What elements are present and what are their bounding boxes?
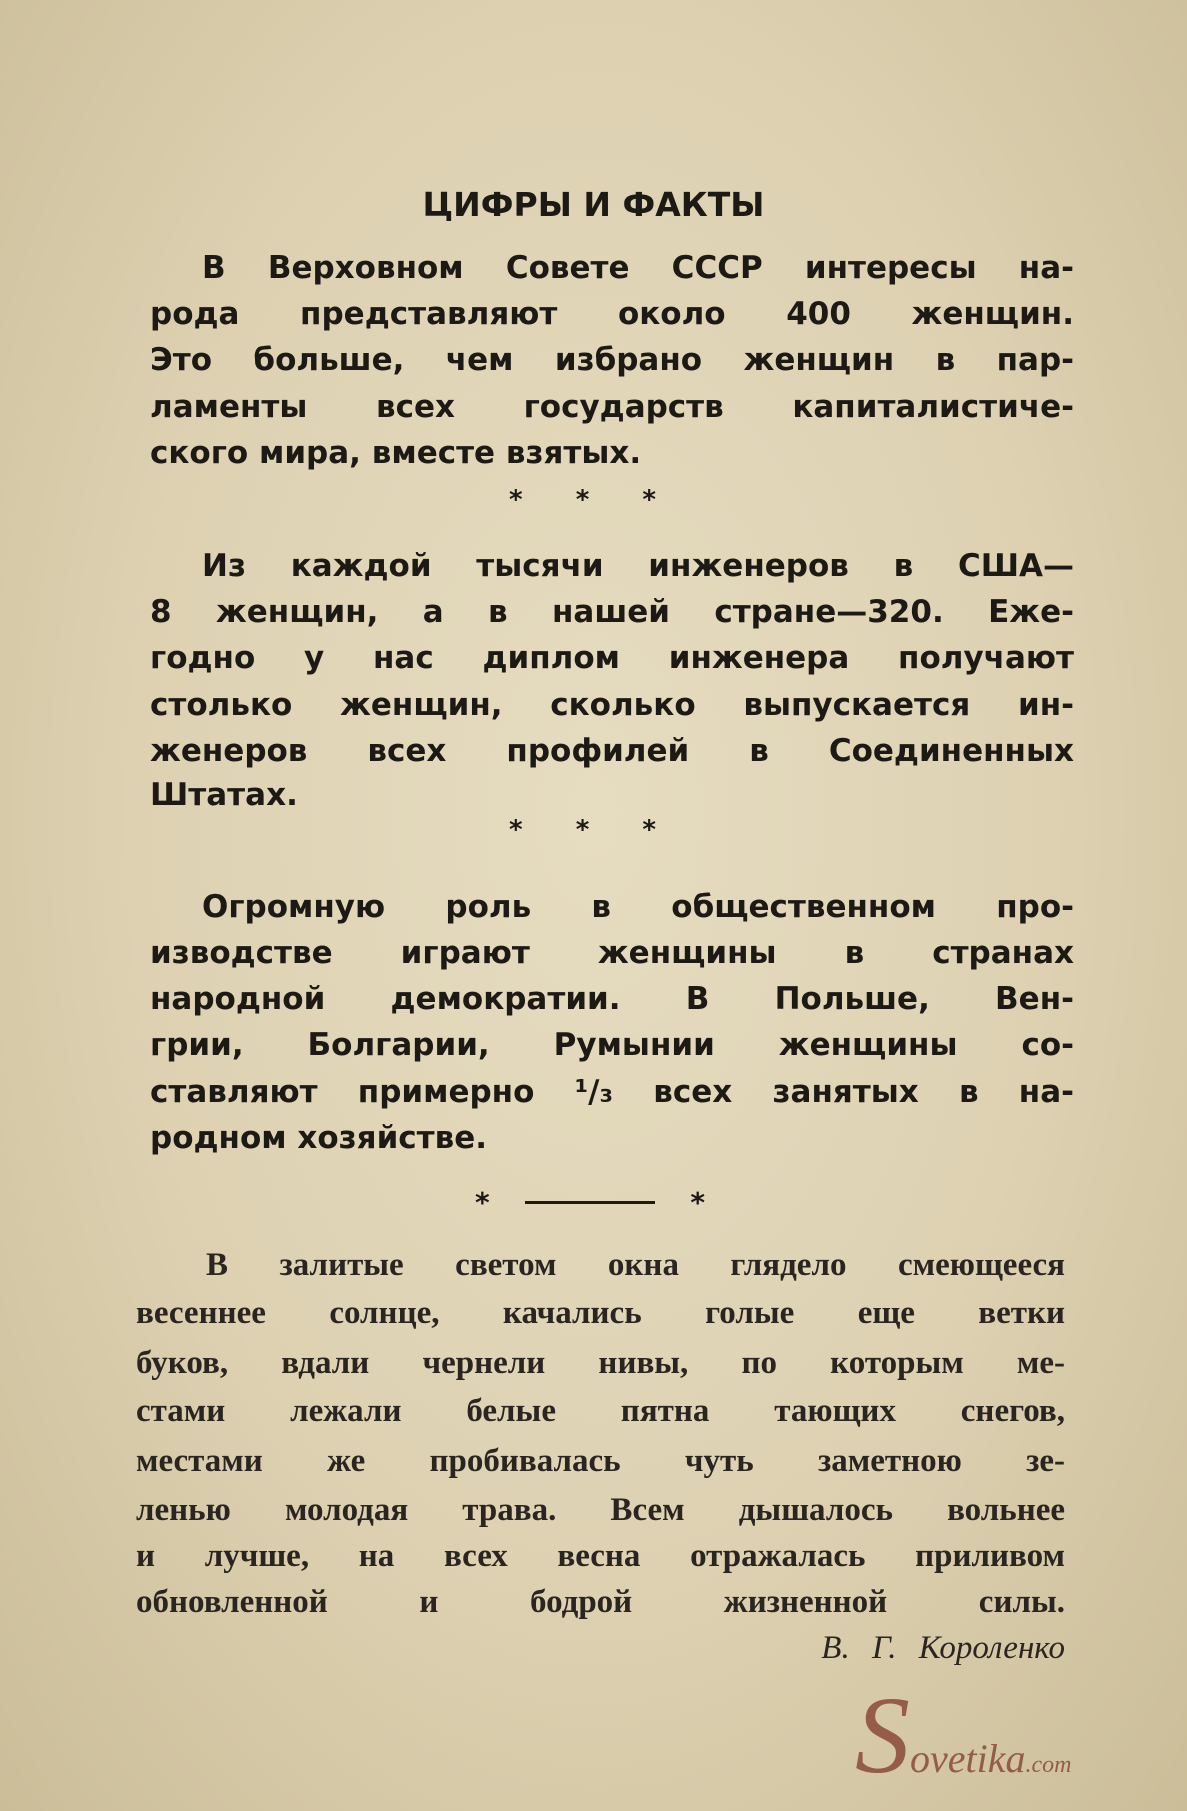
quote-line: весеннее солнце, качались голые еще ветки: [136, 1295, 1065, 1331]
quote-line: обновленной и бодрой жизненной силы.: [136, 1584, 1065, 1620]
text-line: Это больше, чем избрано женщин в пар-: [150, 342, 1074, 378]
separator-rule: [525, 1201, 655, 1204]
text-line: столько женщин, сколько выпускается ин-: [150, 687, 1074, 723]
signature: В. Г. Короленко: [821, 1630, 1065, 1666]
text-line: ского мира, вместе взятых.: [150, 435, 642, 471]
quote-line: и лучше, на всех весна отражалась приливом: [136, 1538, 1065, 1574]
stars-divider: * * *: [509, 485, 678, 515]
text-line: годно у нас диплом инженера получают: [150, 640, 1074, 676]
separator-star: *: [475, 1185, 490, 1219]
text-line: женеров всех профилей в Соединенных: [150, 733, 1074, 769]
quote-line: ленью молодая трава. Всем дышалось вольнее: [136, 1492, 1065, 1528]
text-line: Штатах.: [150, 777, 298, 813]
page-title: ЦИФРЫ И ФАКТЫ: [422, 185, 765, 224]
logo-domain: .com: [1025, 1752, 1072, 1778]
text-line: народной демократии. В Польше, Вен-: [150, 981, 1074, 1017]
text-line: грии, Болгарии, Румынии женщины со-: [150, 1027, 1074, 1063]
sovetika-watermark-logo: [855, 1674, 1072, 1796]
logo-name: ovetika: [910, 1736, 1026, 1781]
quote-line: В залитые светом окна глядело смеющееся: [206, 1247, 1065, 1283]
text-line: рода представляют около 400 женщин.: [150, 296, 1074, 332]
text-line: ставляют примерно ¹/₃ всех занятых в на-: [150, 1074, 1074, 1110]
quote-line: стами лежали белые пятна тающих снегов,: [136, 1393, 1065, 1429]
text-line: 8 женщин, а в нашей стране—320. Еже-: [150, 594, 1074, 630]
quote-line: местами же пробивалась чуть заметною зе-: [136, 1443, 1065, 1479]
logo-s: S: [855, 1674, 910, 1796]
stars-divider: * * *: [509, 815, 678, 845]
text-line: родном хозяйстве.: [150, 1120, 488, 1156]
separator-star: *: [690, 1185, 705, 1219]
quote-line: буков, вдали чернели нивы, по которым ме-: [136, 1345, 1065, 1381]
section-separator: [475, 1185, 705, 1219]
text-line: Огромную роль в общественном про-: [202, 889, 1074, 925]
text-line: изводстве играют женщины в странах: [150, 935, 1074, 971]
text-line: Из каждой тысячи инженеров в США—: [202, 548, 1074, 584]
text-line: ламенты всех государств капиталистиче-: [150, 389, 1074, 425]
text-line: В Верховном Совете СССР интересы на-: [202, 250, 1074, 286]
